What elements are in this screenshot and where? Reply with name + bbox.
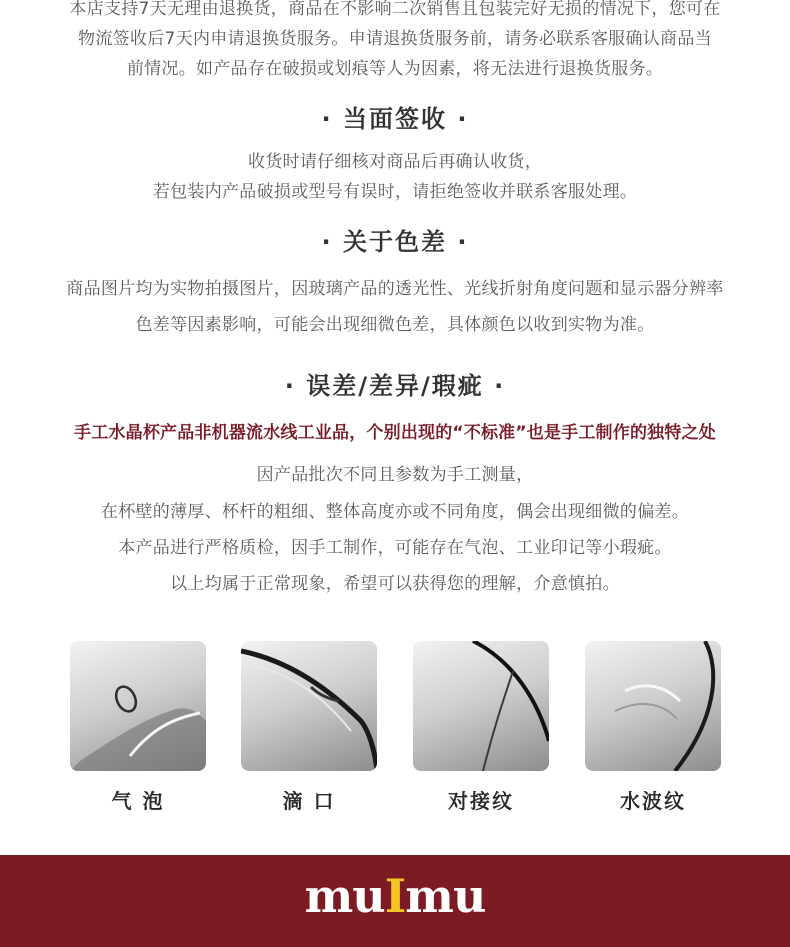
brand-footer [0, 855, 790, 947]
sign-section-line-2: 若包装内产品破损或型号有误时，请拒绝签收并联系客服处理。 [152, 182, 638, 202]
sign-section-line-1: 收货时请仔细核对商品后再确认收货， [247, 152, 543, 172]
ripple-caption: 水波纹 [620, 789, 686, 813]
drip-edge-caption: 滴 口 [282, 789, 336, 813]
return-policy-line-3: 前情况。如产品存在破损或划痕等人为因素，将无法进行退换货服务。 [126, 59, 664, 79]
seam-line-photo-icon [413, 641, 549, 771]
flaw-section-title: · 误差/差异/瑕疵 · [284, 372, 506, 400]
flaw-line-1: 因产品批次不同且参数为手工测量， [256, 465, 534, 485]
flaw-line-3: 本产品进行严格质检，因手工制作，可能存在气泡、工业印记等小瑕疵。 [118, 538, 672, 558]
seam-line-caption: 对接纹 [448, 789, 514, 813]
color-section-line-2: 色差等因素影响，可能会出现细微色差，具体颜色以收到实物为准。 [135, 315, 655, 335]
brand-logo [0, 869, 790, 923]
flaw-line-4: 以上均属于正常现象，希望可以获得您的理解，介意慎拍。 [170, 574, 620, 594]
bubble-caption: 气 泡 [111, 789, 165, 813]
color-section-title: · 关于色差 · [321, 228, 469, 256]
color-section-line-1: 商品图片均为实物拍摄图片，因玻璃产品的透光性、光线折射角度问题和显示器分辨率 [66, 279, 724, 299]
brand-logo-right: mu [405, 869, 486, 923]
drip-edge-photo-icon [241, 641, 377, 771]
bubble-photo-icon [70, 641, 206, 771]
return-policy-line-1: 本店支持7天无理由退换货，商品在不影响二次销售且包装完好无损的情况下，您可在 [69, 0, 721, 19]
sign-section-title: · 当面签收 · [321, 105, 469, 133]
brand-logo-left: mu [304, 869, 385, 923]
flaw-line-2: 在杯壁的薄厚、杯杆的粗细、整体高度亦或不同角度，偶会出现细微的偏差。 [100, 502, 690, 522]
ripple-photo-icon [585, 641, 721, 771]
brand-logo-mid: I [384, 869, 406, 923]
flaw-highlight: 手工水晶杯产品非机器流水线工业品，个别出现的“不标准”也是手工制作的独特之处 [74, 423, 716, 443]
return-policy-line-2: 物流签收后7天内申请退换货服务。申请退换货服务前，请务必联系客服确认商品当 [78, 29, 712, 49]
